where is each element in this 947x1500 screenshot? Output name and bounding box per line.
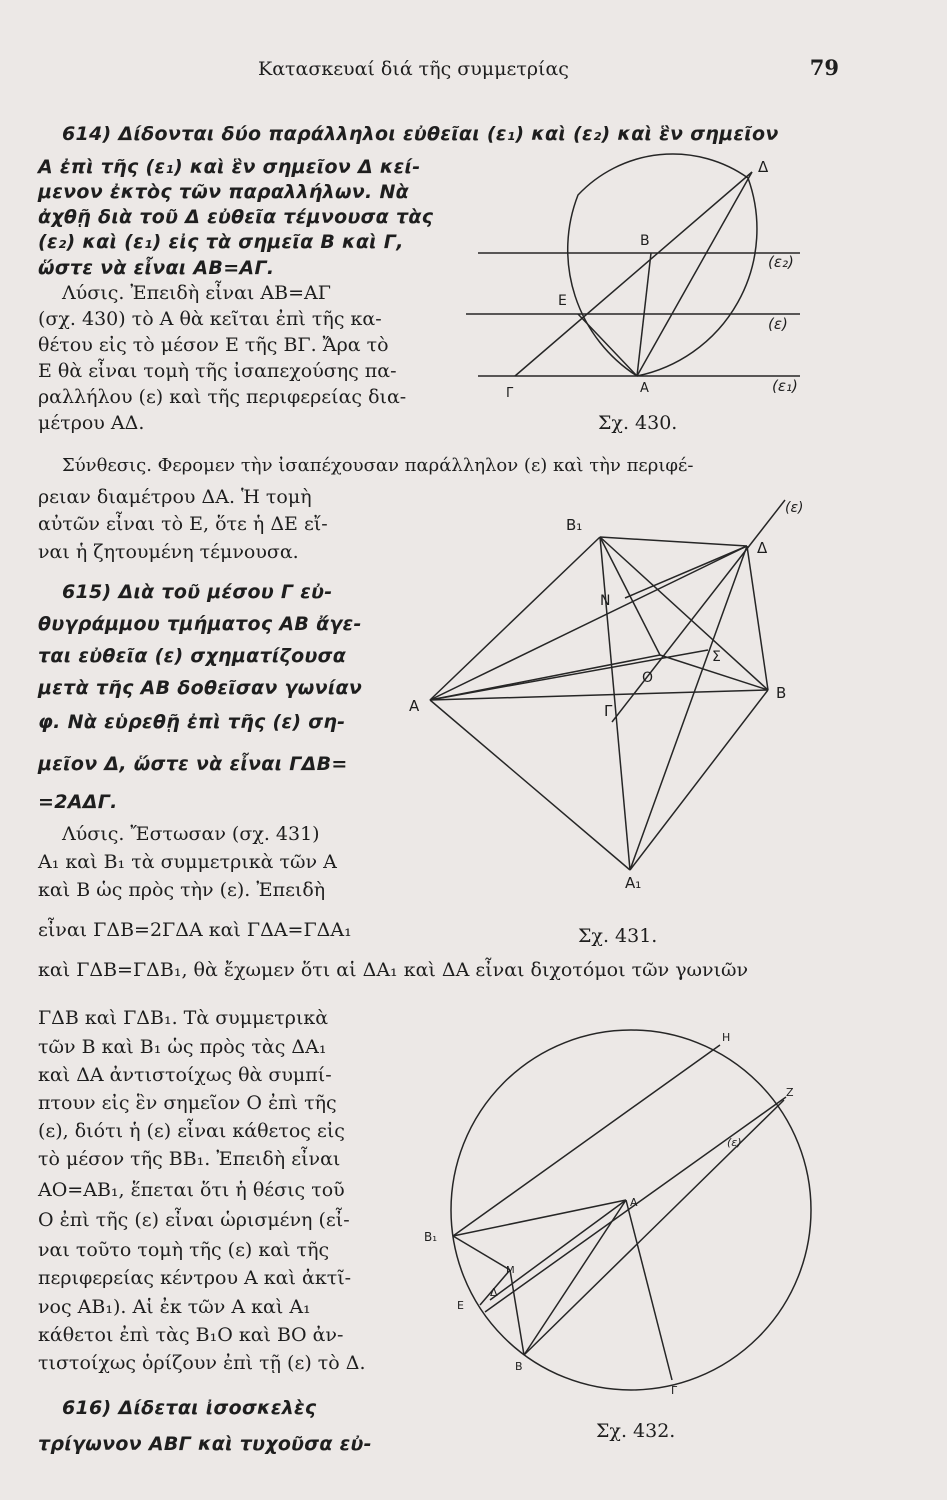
p615-solution-8: καὶ ΔΑ ἀντιστοίχως θὰ συμπί- xyxy=(38,1064,332,1086)
label-A-432: Α xyxy=(630,1196,638,1209)
p616-line-2: τρίγωνον ΑΒΓ καὶ τυχοῦσα εὐ- xyxy=(38,1433,372,1455)
label-e-432: (ε) xyxy=(727,1136,742,1149)
label-D-431: Δ xyxy=(757,539,768,557)
label-B-432: Β xyxy=(515,1360,523,1373)
p615-solution-9: πτουν εἰς ἓν σημεῖον Ο ἐπὶ τῆς xyxy=(38,1092,337,1114)
label-M: Μ xyxy=(506,1265,515,1276)
p615-solution-2: Α₁ καὶ Β₁ τὰ συμμετρικὰ τῶν Α xyxy=(38,851,337,873)
label-E: Ε xyxy=(558,293,567,309)
label-Z: Ζ xyxy=(786,1086,794,1099)
p614-solution-1: Λύσις. Ἐπειδὴ εἶναι ΑΒ=ΑΓ xyxy=(62,282,331,304)
label-O: Ο xyxy=(642,670,654,686)
seg-M-E xyxy=(480,1270,510,1305)
caption-fig431: Σχ. 431. xyxy=(578,925,658,947)
p614-solution-4: Ε θὰ εἶναι τομὴ τῆς ἰσαπεχούσης πα- xyxy=(38,360,397,382)
p615-line-3: ται εὐθεῖα (ε) σχηματίζουσα xyxy=(38,645,347,667)
p614-synthesis-4: ναι ἡ ζητουμένη τέμνουσα. xyxy=(38,541,299,563)
seg-D-B xyxy=(747,546,768,690)
p614-line-2: Α ἐπὶ τῆς (ε₁) καὶ ἓν σημεῖον Δ κεί- xyxy=(38,156,421,178)
p614-line-6: ὥστε νὰ εἶναι ΑΒ=ΑΓ. xyxy=(38,257,275,279)
seg-B1-H xyxy=(453,1045,720,1236)
p615-line-2: θυγράμμου τμήματος ΑΒ ἄγε- xyxy=(38,613,362,635)
p614-line-1: 614) Δίδονται δύο παράλληλοι εὐθεῖαι (ε₁) καὶ (ε₂) καὶ ἓν σημεῖον xyxy=(62,123,779,145)
caption-fig430: Σχ. 430. xyxy=(598,412,678,434)
p614-solution-2: (σχ. 430) τὸ Α θὰ κεῖται ἐπὶ τῆς κα- xyxy=(38,308,382,330)
label-H: Η xyxy=(722,1031,731,1044)
p615-line-6: μεῖον Δ, ὥστε νὰ εἶναι ΓΔΒ= xyxy=(38,753,348,775)
seg-B1-D xyxy=(600,537,747,546)
label-B1: Β₁ xyxy=(566,516,583,534)
p614-solution-6: μέτρου ΑΔ. xyxy=(38,412,145,434)
label-G: Γ xyxy=(506,386,514,401)
p614-solution-3: θέτου εἰς τὸ μέσον Ε τῆς ΒΓ. Ἄρα τὸ xyxy=(38,334,389,356)
p615-solution-6: ΓΔΒ καὶ ΓΔΒ₁. Τὰ συμμετρικὰ xyxy=(38,1007,329,1029)
seg-B-Z xyxy=(524,1100,784,1355)
seg-A-G xyxy=(626,1200,672,1380)
p615-solution-15: περιφερείας κέντρου Α καὶ ἀκτῖ- xyxy=(38,1267,352,1289)
circle-arc-diameter-AD xyxy=(568,154,757,376)
segment-AB xyxy=(637,253,651,376)
p615-solution-4: εἶναι ΓΔΒ=2ΓΔΑ καὶ ΓΔΑ=ΓΔΑ₁ xyxy=(38,919,352,941)
seg-B1-A xyxy=(453,1200,626,1236)
label-e1: (ε₁) xyxy=(772,377,798,395)
seg-D-N xyxy=(625,546,747,598)
label-E-432: Ε xyxy=(457,1299,464,1312)
p615-solution-7: τῶν Β καὶ Β₁ ὡς πρὸς τὰς ΔΑ₁ xyxy=(38,1036,327,1058)
p615-solution-10: (ε), διότι ἡ (ε) εἶναι κάθετος εἰς xyxy=(38,1120,345,1142)
seg-B-A xyxy=(524,1200,626,1355)
label-G-432: Γ xyxy=(671,1384,678,1397)
seg-B-A1 xyxy=(630,690,768,870)
seg-A-B1 xyxy=(430,537,600,700)
p615-solution-5: καὶ ΓΔΒ=ΓΔΒ₁, θὰ ἔχωμεν ὅτι αἱ ΔΑ₁ καὶ ΔΑ εἶναι διχοτόμοι τῶν γωνιῶν xyxy=(38,959,749,981)
p616-line-1: 616) Δίδεται ἰσοσκελὲς xyxy=(62,1397,317,1419)
seg-A-D xyxy=(430,546,747,700)
seg-O-B xyxy=(660,655,768,690)
running-header: Κατασκευαί διά τῆς συμμετρίας xyxy=(258,58,569,80)
p615-line-4: μετὰ τῆς ΑΒ δοθεῖσαν γωνίαν xyxy=(38,677,363,699)
label-D-432: Δ xyxy=(490,1286,498,1299)
circle-432 xyxy=(451,1030,811,1390)
p614-line-5: (ε₂) καὶ (ε₁) εἰς τὰ σημεῖα Β καὶ Γ, xyxy=(38,231,404,253)
label-e-431: (ε) xyxy=(785,500,804,516)
label-N: Ν xyxy=(600,593,611,609)
seg-A-S xyxy=(430,650,708,700)
seg-A-B xyxy=(430,690,768,700)
p614-line-3: μενον ἐκτὸς τῶν παραλλήλων. Νὰ xyxy=(38,181,410,203)
p615-solution-11: τὸ μέσον τῆς ΒΒ₁. Ἐπειδὴ εἶναι xyxy=(38,1148,341,1170)
line-e-432 xyxy=(485,1097,786,1312)
label-B1-432: Β₁ xyxy=(424,1230,438,1244)
seg-B1-M xyxy=(453,1236,510,1270)
seg-A-O xyxy=(430,655,660,700)
p615-solution-18: τιστοίχως ὁρίζουν ἐπὶ τῇ (ε) τὸ Δ. xyxy=(38,1352,366,1374)
seg-B1-O xyxy=(600,537,660,655)
p615-solution-3: καὶ Β ὡς πρὸς τὴν (ε). Ἐπειδὴ xyxy=(38,879,326,901)
seg-A1-A xyxy=(430,700,630,870)
seg-D-A1 xyxy=(630,546,747,870)
seg-B-M xyxy=(510,1270,524,1355)
p615-solution-1: Λύσις. Ἔστωσαν (σχ. 431) xyxy=(62,823,320,845)
page-number: 79 xyxy=(809,55,839,80)
label-B-431: Β xyxy=(776,684,787,702)
label-A1: Α₁ xyxy=(625,874,642,892)
label-A: Α xyxy=(640,381,649,396)
label-A-431: Α xyxy=(409,697,420,715)
p615-line-1: 615) Διὰ τοῦ μέσου Γ εὐ- xyxy=(62,581,333,603)
segment-AE xyxy=(578,314,637,376)
p615-line-5: φ. Νὰ εὑρεθῇ ἐπὶ τῆς (ε) ση- xyxy=(38,711,346,733)
label-e2: (ε₂) xyxy=(768,253,794,271)
p615-solution-17: κάθετοι ἐπὶ τὰς Β₁Ο καὶ ΒΟ ἀν- xyxy=(38,1324,344,1346)
seg-B1-B xyxy=(600,537,768,690)
p614-solution-5: ραλλήλου (ε) καὶ τῆς περιφερείας δια- xyxy=(38,386,407,408)
label-D: Δ xyxy=(758,158,769,176)
label-B: Β xyxy=(640,233,650,249)
label-S: Σ xyxy=(712,649,721,665)
caption-fig432: Σχ. 432. xyxy=(596,1420,676,1442)
p615-line-7: =2ΑΔΓ. xyxy=(38,791,118,813)
seg-B1-A1 xyxy=(600,537,630,870)
p615-solution-12: ΑΟ=ΑΒ₁, ἕπεται ὅτι ἡ θέσις τοῦ xyxy=(38,1179,345,1201)
p615-solution-16: νος ΑΒ₁). Αἱ ἐκ τῶν Α καὶ Α₁ xyxy=(38,1296,311,1318)
label-G-431: Γ xyxy=(604,702,613,720)
p615-solution-13: Ο ἐπὶ τῆς (ε) εἶναι ὡρισμένη (εἶ- xyxy=(38,1209,350,1231)
seg-A-D xyxy=(490,1200,626,1300)
label-e: (ε) xyxy=(768,315,788,333)
p615-solution-14: ναι τοῦτο τομὴ τῆς (ε) καὶ τῆς xyxy=(38,1239,330,1261)
p614-synthesis-1: Σύνθεσις. Φερομεν τὴν ἰσαπέχουσαν παράλληλον (ε) καὶ τὴν περιφέ- xyxy=(62,455,694,476)
line-e-431 xyxy=(612,500,785,722)
p614-synthesis-3: αὐτῶν εἶναι τὸ Ε, ὅτε ἡ ΔΕ εἴ- xyxy=(38,513,328,535)
p614-line-4: ἀχθῇ διὰ τοῦ Δ εὐθεῖα τέμνουσα τὰς xyxy=(38,206,434,228)
p614-synthesis-2: ρειαν διαμέτρου ΔΑ. Ἡ τομὴ xyxy=(38,486,312,508)
diameter-AD xyxy=(637,172,752,376)
secant-DG xyxy=(515,172,752,376)
